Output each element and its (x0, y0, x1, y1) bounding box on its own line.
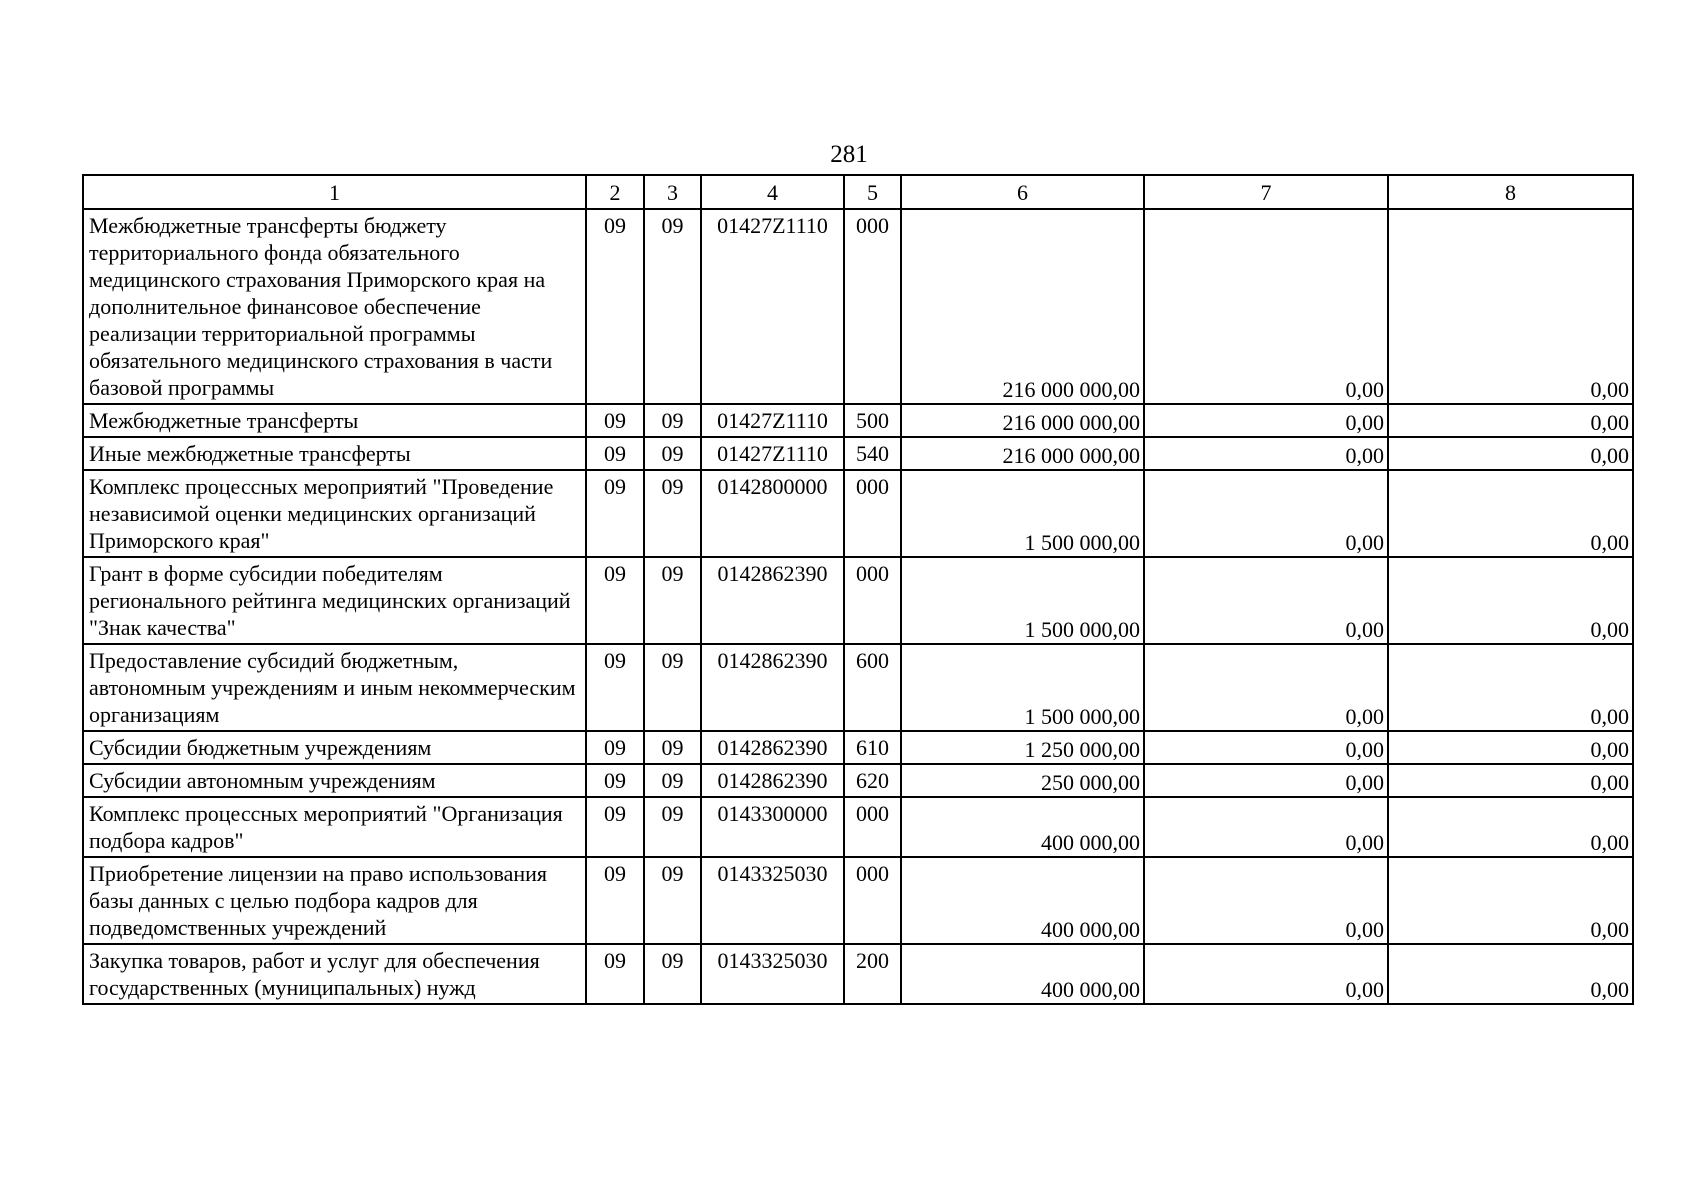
row-name: Субсидии автономным учреждениям (83, 764, 586, 797)
row-expense-type-code: 610 (844, 731, 901, 764)
row-expense-type-code: 000 (844, 209, 901, 404)
row-subsection-code: 09 (644, 437, 701, 470)
row-expense-type-code: 000 (844, 797, 901, 857)
table-row (83, 557, 1633, 644)
row-name: Межбюджетные трансферты бюджету территориального фонда обязательного медицинского страхования Приморского края на дополнительное финансовое обеспечение реализации территориальной программы обязательного медицинского страхования в части базовой программы (83, 209, 586, 404)
row-expense-type-code: 500 (844, 404, 901, 437)
row-section-code: 09 (586, 644, 644, 731)
row-expense-type-code: 600 (844, 644, 901, 731)
row-amount-col6: 1 500 000,00 (901, 470, 1144, 557)
row-amount-col8: 0,00 (1388, 644, 1633, 731)
table-row (83, 731, 1633, 764)
table-row (83, 470, 1633, 557)
column-header: 1 (83, 175, 586, 209)
row-subsection-code: 09 (644, 644, 701, 731)
row-amount-col6: 216 000 000,00 (901, 437, 1144, 470)
column-header: 5 (844, 175, 901, 209)
row-amount-col6: 400 000,00 (901, 944, 1144, 1004)
row-expense-type-code: 200 (844, 944, 901, 1004)
row-section-code: 09 (586, 857, 644, 944)
row-section-code: 09 (586, 209, 644, 404)
row-section-code: 09 (586, 731, 644, 764)
row-target-article-code: 0143300000 (701, 797, 844, 857)
row-name: Межбюджетные трансферты (83, 404, 586, 437)
row-amount-col6: 216 000 000,00 (901, 209, 1144, 404)
row-amount-col8: 0,00 (1388, 470, 1633, 557)
row-name: Иные межбюджетные трансферты (83, 437, 586, 470)
row-amount-col6: 400 000,00 (901, 857, 1144, 944)
row-subsection-code: 09 (644, 944, 701, 1004)
row-subsection-code: 09 (644, 857, 701, 944)
row-amount-col6: 216 000 000,00 (901, 404, 1144, 437)
row-amount-col8: 0,00 (1388, 437, 1633, 470)
row-expense-type-code: 620 (844, 764, 901, 797)
row-subsection-code: 09 (644, 209, 701, 404)
column-header: 6 (901, 175, 1144, 209)
row-amount-col7: 0,00 (1144, 944, 1388, 1004)
row-name: Грант в форме субсидии победителям регионального рейтинга медицинских организаций "Знак качества" (83, 557, 586, 644)
row-target-article-code: 0142862390 (701, 731, 844, 764)
page-number: 281 (830, 141, 868, 168)
row-section-code: 09 (586, 944, 644, 1004)
row-amount-col8: 0,00 (1388, 404, 1633, 437)
row-expense-type-code: 540 (844, 437, 901, 470)
row-amount-col7: 0,00 (1144, 797, 1388, 857)
row-amount-col7: 0,00 (1144, 437, 1388, 470)
row-amount-col6: 250 000,00 (901, 764, 1144, 797)
row-name: Предоставление субсидий бюджетным, автономным учреждениям и иным некоммерческим организациям (83, 644, 586, 731)
row-target-article-code: 0142862390 (701, 764, 844, 797)
row-target-article-code: 0143325030 (701, 944, 844, 1004)
row-subsection-code: 09 (644, 731, 701, 764)
row-target-article-code: 01427Z1110 (701, 209, 844, 404)
row-amount-col8: 0,00 (1388, 209, 1633, 404)
row-subsection-code: 09 (644, 557, 701, 644)
row-name: Комплекс процессных мероприятий "Организация подбора кадров" (83, 797, 586, 857)
column-number-row (83, 175, 1633, 209)
row-target-article-code: 01427Z1110 (701, 437, 844, 470)
row-subsection-code: 09 (644, 764, 701, 797)
row-amount-col8: 0,00 (1388, 731, 1633, 764)
row-subsection-code: 09 (644, 797, 701, 857)
row-amount-col7: 0,00 (1144, 644, 1388, 731)
table-row (83, 797, 1633, 857)
row-target-article-code: 0142800000 (701, 470, 844, 557)
row-amount-col8: 0,00 (1388, 857, 1633, 944)
column-header: 3 (644, 175, 701, 209)
row-expense-type-code: 000 (844, 857, 901, 944)
row-section-code: 09 (586, 557, 644, 644)
row-target-article-code: 01427Z1110 (701, 404, 844, 437)
row-target-article-code: 0143325030 (701, 857, 844, 944)
row-amount-col7: 0,00 (1144, 470, 1388, 557)
row-amount-col6: 1 500 000,00 (901, 644, 1144, 731)
row-target-article-code: 0142862390 (701, 557, 844, 644)
table-row (83, 644, 1633, 731)
row-amount-col8: 0,00 (1388, 764, 1633, 797)
row-name: Приобретение лицензии на право использования базы данных с целью подбора кадров для подведомственных учреждений (83, 857, 586, 944)
table-row (83, 404, 1633, 437)
row-expense-type-code: 000 (844, 557, 901, 644)
row-amount-col8: 0,00 (1388, 557, 1633, 644)
row-expense-type-code: 000 (844, 470, 901, 557)
row-name: Комплекс процессных мероприятий "Проведение независимой оценки медицинских организаций Приморского края" (83, 470, 586, 557)
budget-table (82, 174, 1634, 1005)
row-name: Субсидии бюджетным учреждениям (83, 731, 586, 764)
row-amount-col7: 0,00 (1144, 209, 1388, 404)
column-header: 7 (1144, 175, 1388, 209)
column-header: 8 (1388, 175, 1633, 209)
column-header: 2 (586, 175, 644, 209)
row-amount-col8: 0,00 (1388, 797, 1633, 857)
table-row (83, 437, 1633, 470)
row-amount-col6: 1 500 000,00 (901, 557, 1144, 644)
column-header: 4 (701, 175, 844, 209)
table-row (83, 209, 1633, 404)
row-subsection-code: 09 (644, 404, 701, 437)
row-amount-col8: 0,00 (1388, 944, 1633, 1004)
row-subsection-code: 09 (644, 470, 701, 557)
row-amount-col7: 0,00 (1144, 731, 1388, 764)
row-section-code: 09 (586, 797, 644, 857)
row-amount-col7: 0,00 (1144, 557, 1388, 644)
row-name: Закупка товаров, работ и услуг для обеспечения государственных (муниципальных) нужд (83, 944, 586, 1004)
row-amount-col6: 1 250 000,00 (901, 731, 1144, 764)
row-amount-col7: 0,00 (1144, 857, 1388, 944)
row-section-code: 09 (586, 404, 644, 437)
row-amount-col7: 0,00 (1144, 404, 1388, 437)
table-row (83, 944, 1633, 1004)
row-amount-col6: 400 000,00 (901, 797, 1144, 857)
table-row (83, 764, 1633, 797)
row-section-code: 09 (586, 764, 644, 797)
row-section-code: 09 (586, 437, 644, 470)
row-target-article-code: 0142862390 (701, 644, 844, 731)
table-row (83, 857, 1633, 944)
row-amount-col7: 0,00 (1144, 764, 1388, 797)
row-section-code: 09 (586, 470, 644, 557)
